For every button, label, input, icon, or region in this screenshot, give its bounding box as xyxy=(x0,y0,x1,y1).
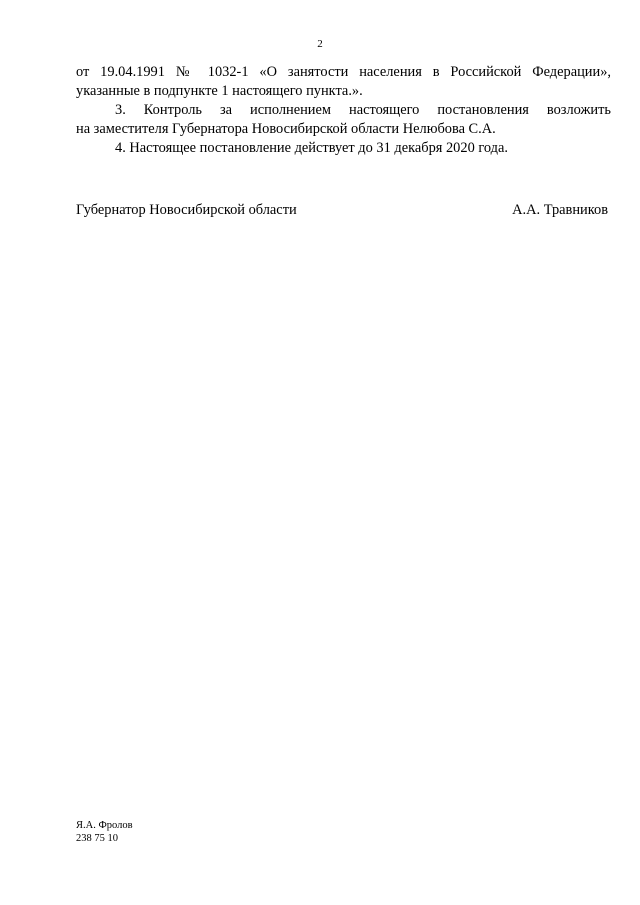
executor-name: Я.А. Фролов xyxy=(76,820,133,831)
paragraph-item-4 xyxy=(76,139,611,158)
paragraph-item-3-line-1: 3. Контроль за исполнением настоящего постановления возложить xyxy=(115,102,611,118)
signature-block xyxy=(76,201,608,220)
signature-name: А.А. Травников xyxy=(512,202,608,218)
paragraph-item-3 xyxy=(76,101,611,139)
paragraph-continuation-line-1: от 19.04.1991 № 1032-1 «О занятости населения в Российской Федерации», xyxy=(76,64,611,80)
paragraph-item-4-line-1: 4. Настоящее постановление действует до 31 декабря 2020 года. xyxy=(115,140,508,156)
executor-footer xyxy=(76,819,133,845)
paragraph-continuation-line-2: указанные в подпункте 1 настоящего пункта.». xyxy=(76,83,363,99)
signature-position: Губернатор Новосибирской области xyxy=(76,202,297,218)
paragraph-continuation xyxy=(76,63,611,101)
paragraph-item-3-line-2: на заместителя Губернатора Новосибирской области Нелюбова С.А. xyxy=(76,121,496,137)
executor-phone: 238 75 10 xyxy=(76,833,118,844)
page-number: 2 xyxy=(317,38,323,50)
